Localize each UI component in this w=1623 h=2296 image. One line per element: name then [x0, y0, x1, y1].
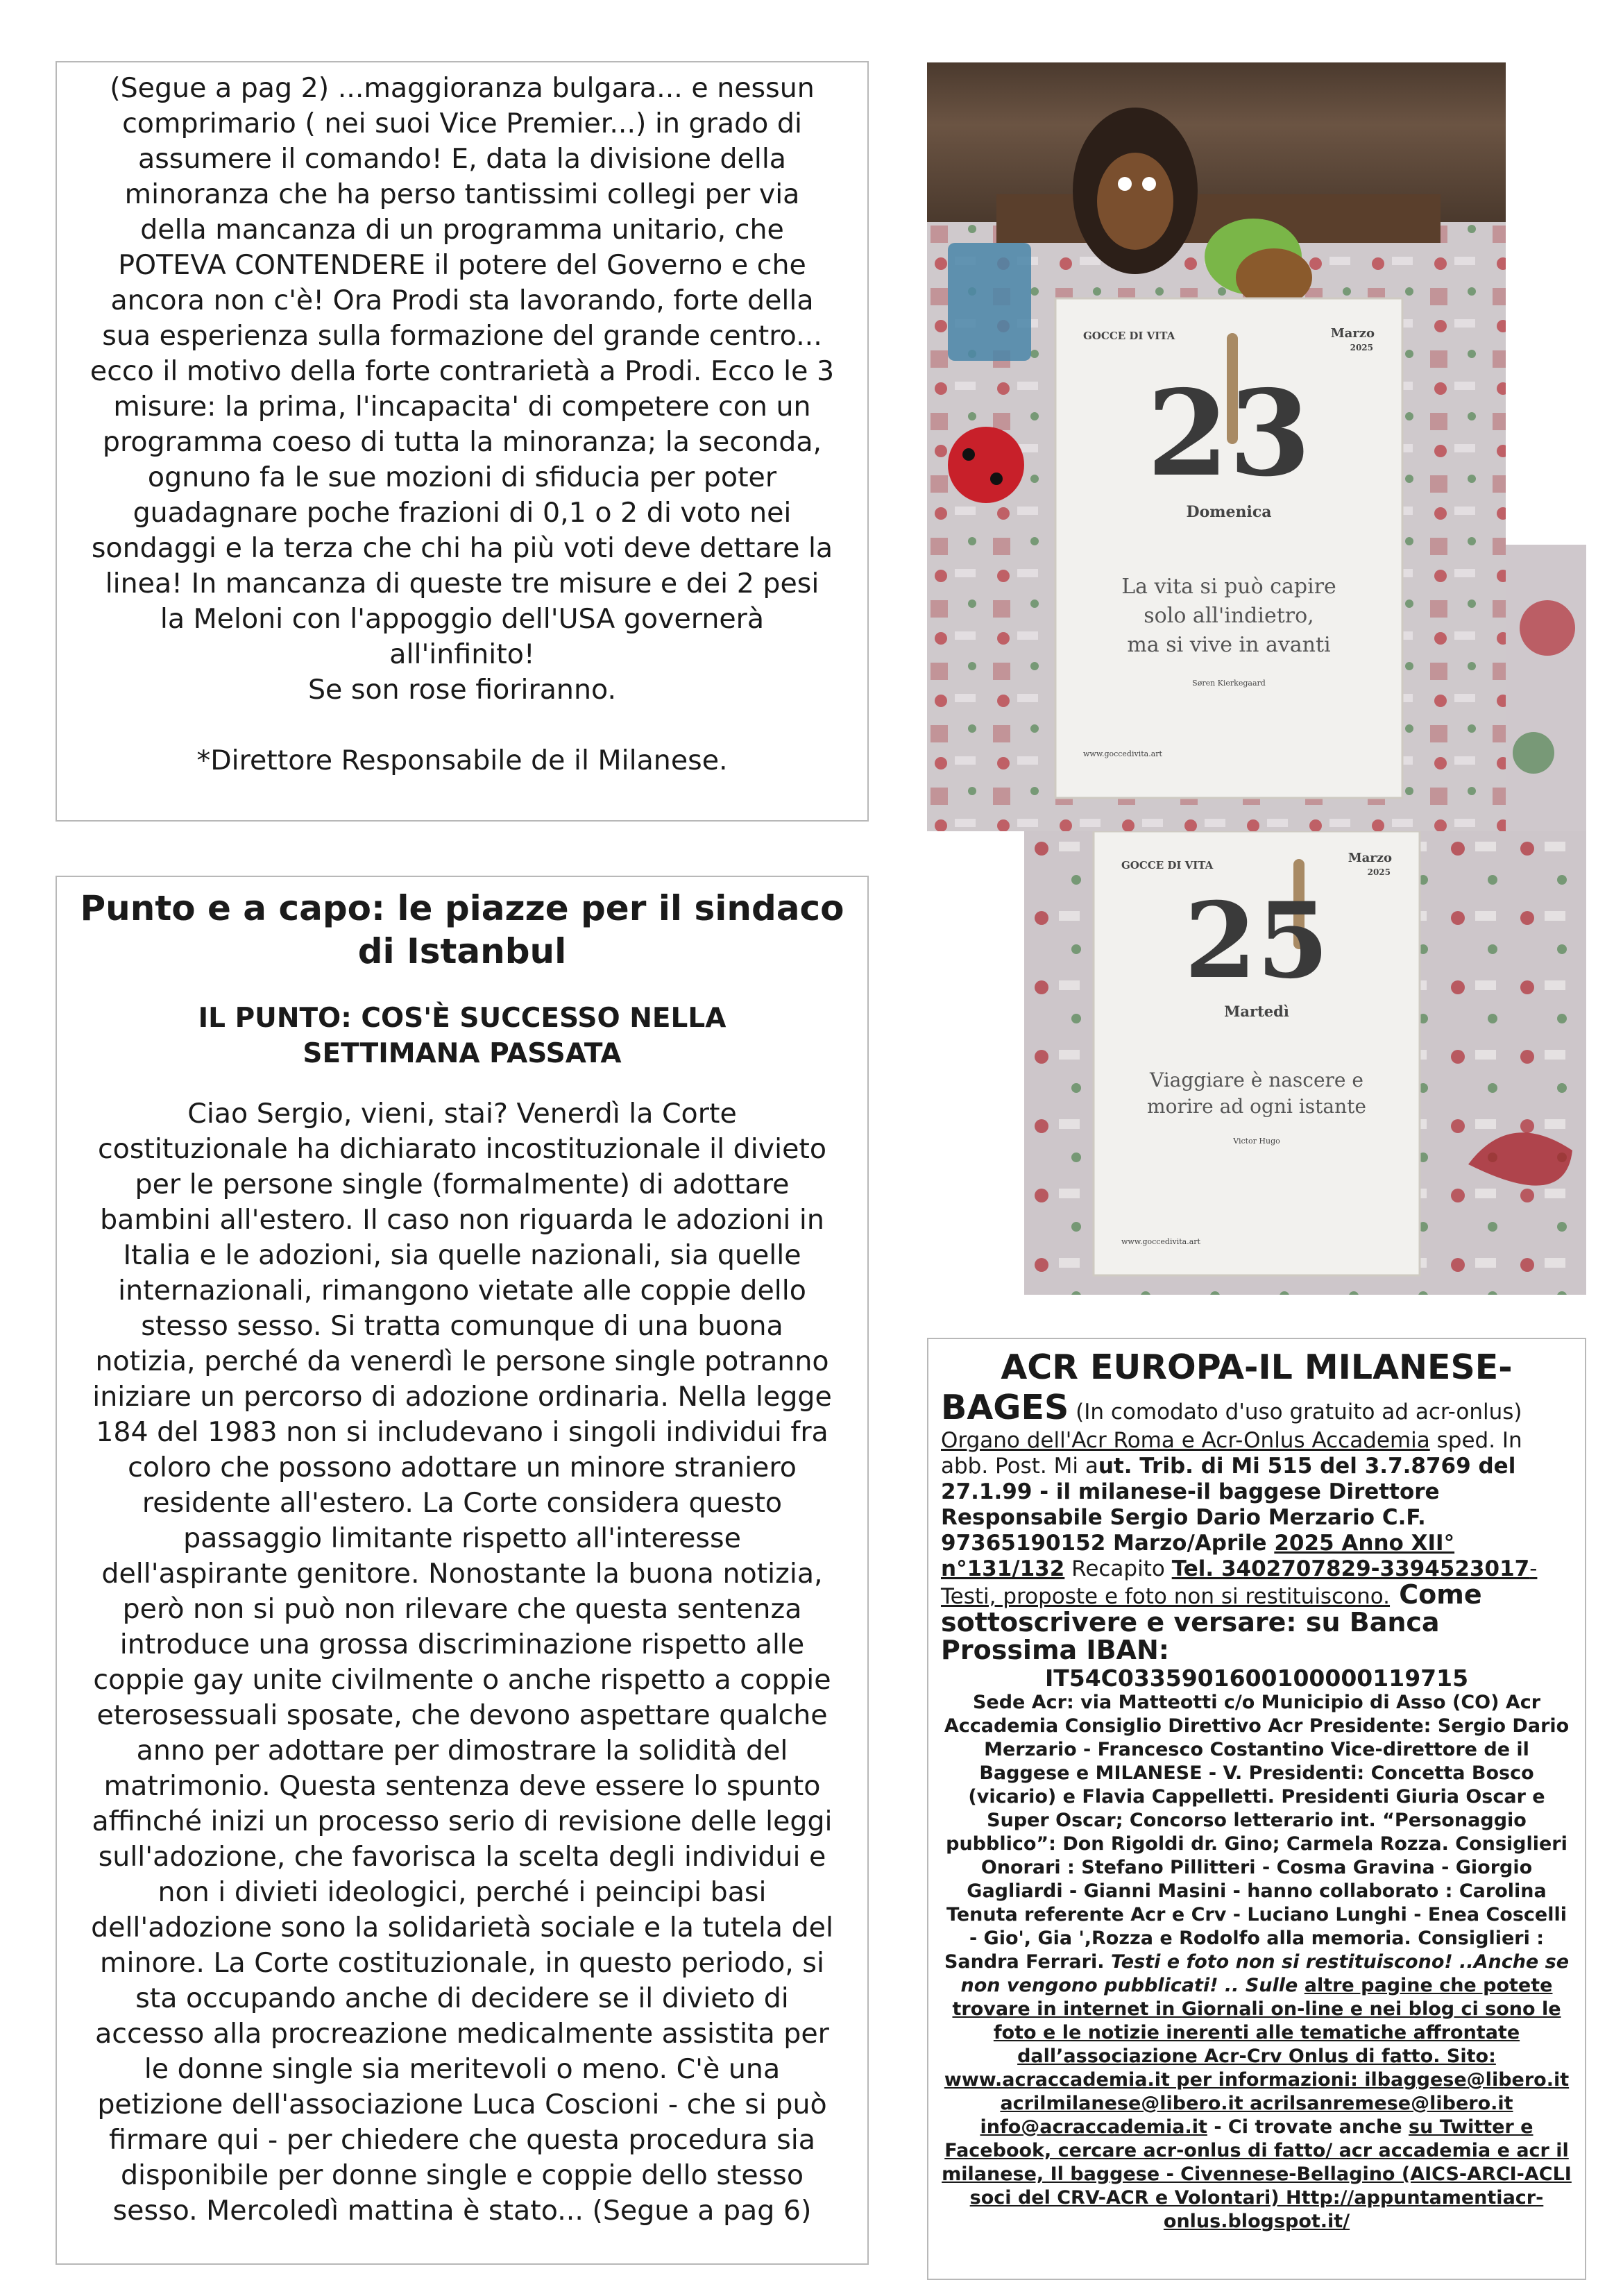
calendar-1-text: [1055, 298, 1402, 798]
acr-anno: 2025 Anno XII° n°131/132: [941, 1531, 1455, 1581]
mid-article-line: sesso. Mercoledì mattina è stato... (Segue a pag 6): [112, 2195, 812, 2227]
calendar-2-brand: GOCCE DI VITA: [1121, 859, 1214, 871]
acr-italic-note: Testi e foto non si restituiscono! ..Anche se non vengono pubblicati! .. Sulle: [960, 1951, 1570, 1996]
top-article-line: linea! In mancanza di queste tre misure e dei 2 pesi: [105, 568, 819, 599]
acr-iban: IT54C0335901600100000119715: [1044, 1665, 1469, 1692]
acr-masthead-box: [927, 1338, 1586, 2280]
mid-article-line: iniziare un percorso di adozione ordinaria. Nella legge: [92, 1381, 832, 1413]
title-line-2: di Istanbul: [357, 931, 567, 971]
mid-article-line: coloro che possono adottare un minore straniero: [128, 1452, 797, 1483]
top-article-line: ecco il motivo della forte contrarietà a Prodi. Ecco le 3: [90, 355, 835, 387]
calendar-2-month: Marzo: [1348, 851, 1392, 865]
mid-article-line: introduce una grossa discriminazione rispetto alle: [119, 1629, 805, 1660]
top-article-line: comprimario ( nei suoi Vice Premier...) in grado di: [122, 108, 802, 139]
calendar-1-month: Marzo: [1330, 326, 1375, 341]
calendar-1-brand: GOCCE DI VITA: [1083, 330, 1175, 342]
top-article-line: la Meloni con l'appoggio dell'USA governerà: [160, 603, 765, 635]
acr-organo-tail: sped. In abb. Post. Mi a: [941, 1428, 1522, 1479]
top-article-signature: *Direttore Responsabile de il Milanese.: [196, 745, 728, 776]
top-article-line: (Segue a pag 2) ...maggioranza bulgara... e nessun: [110, 72, 815, 104]
edge-strip-image: [1506, 545, 1586, 831]
calendar-1-day: 23: [1146, 364, 1311, 503]
calendar-2-year: 2025: [1367, 867, 1391, 877]
acr-registration: ut. Trib. di Mi 515 del 3.7.8769 del 27.1.99 - il milanese-il baggese Direttore Responsabile Sergio Dario Merzario C.F. 97365190152 Marzo/Aprile: [941, 1454, 1516, 1556]
mid-article-line: passaggio limitante rispetto all'interesse: [183, 1522, 741, 1554]
acr-come-sottoscrivere: Come sottoscrivere e versare: su Banca Prossima IBAN:: [941, 1579, 1482, 1665]
mid-article-line: coppie gay unite civilmente o anche rispetto a coppie: [93, 1664, 831, 1696]
mid-article-subtitle: [67, 1001, 858, 1071]
mid-article-box: [56, 876, 869, 2265]
calendar-2-day: 25: [1184, 880, 1329, 1002]
calendar-photo-2: [1024, 831, 1586, 1295]
quote-line-1: La vita si può capire: [1121, 575, 1336, 599]
top-article-line: Se son rose fioriranno.: [307, 674, 617, 706]
mid-article-body: [67, 1096, 858, 2229]
acr-tail-plain: - Ci trovate anche: [1207, 2116, 1409, 2138]
mid-article-line: minore. La Corte costituzionale, in questo periodo, si: [100, 1947, 824, 1979]
calendar-1-quote: [1055, 572, 1402, 660]
top-article-line: POTEVA CONTENDERE il potere del Governo e che: [118, 249, 806, 281]
subtitle-line-1: IL PUNTO: COS'È SUCCESSO NELLA: [198, 1003, 726, 1034]
mid-article-line: residente all'estero. La Corte considera questo: [142, 1487, 783, 1519]
mid-article-line: sull'adozione, che favorisca la scelta degli individui e: [98, 1841, 826, 1873]
top-article-line: minoranza che ha perso tantissimi collegi per via: [124, 178, 800, 210]
mid-article-line: internazionali, rimangono vietate alle coppie dello: [118, 1275, 806, 1307]
mid-article-line: disponibile per donne single e coppie dello stesso: [120, 2159, 804, 2191]
mid-article-line: però non si può non rilevare che questa sentenza: [122, 1593, 802, 1625]
top-article-line: guadagnare poche frazioni di 0,1 o 2 di voto nei: [133, 497, 792, 529]
top-article-line: della mancanza di un programma unitario, che: [140, 214, 784, 246]
subtitle-line-2: SETTIMANA PASSATA: [303, 1038, 622, 1069]
acr-organo[interactable]: Organo dell'Acr Roma e Acr-Onlus Accademia: [941, 1428, 1430, 1453]
title-line-1: Punto e a capo: le piazze per il sindaco: [80, 888, 844, 928]
top-article-line: ancora non c'è! Ora Prodi sta lavorando, forte della: [110, 284, 814, 316]
quote-line-1: Viaggiare è nascere e: [1150, 1069, 1363, 1091]
calendar-2-weekday: Martedì: [1224, 1003, 1289, 1020]
acr-sede: Sede Acr: via Matteotti c/o Municipio di Asso (CO) Acr Accademia Consiglio Direttivo Acr Presidente: Sergio Dario Merzario - Francesco Costantino Vice-direttore de il Baggese e MILANESE - V. Presidenti: Concetta Bosco (vicario) e Flavia Cappelletti. Presidenti Giuria Oscar e Super Oscar; Concorso letterario int. “Personaggio pubblico”: Don Rigoldi dr. Gino; Carmela Rozza. Consiglieri Onorari : Stefano Pillitteri - Cosma Gravina - Giorgio Gagliardi - Gianni Masini - hanno collaborato : Carolina Tenuta referente Acr e Crv - Luciano Lunghi - Enea Coscelli - Gio', Gia ',Rozza e Rodolfo alla memoria. Consiglieri : Sandra Ferrari.: [944, 1692, 1570, 1973]
calendar-1-author: Søren Kierkegaard: [1192, 679, 1266, 688]
calendar-1-weekday: Domenica: [1186, 503, 1272, 521]
mid-article-line: stesso sesso. Si tratta comunque di una buona: [141, 1310, 783, 1342]
acr-telephone[interactable]: Tel. 3402707829-3394523017: [1171, 1556, 1530, 1581]
mid-article-title: [67, 887, 858, 973]
top-article-line: sondaggi e la terza che chi ha più voti deve dettare la: [91, 532, 833, 564]
pen-holder: [948, 243, 1031, 361]
mid-article-line: dell'aspirante genitore. Nonostante la buona notizia,: [101, 1558, 823, 1590]
top-article-line: sua esperienza sulla formazione del grande centro...: [102, 320, 822, 352]
top-article-line: all'infinito!: [389, 638, 535, 670]
calendar-1-website: www.goccedivita.art: [1083, 749, 1162, 758]
mid-article-line: petizione dell'associazione Luca Coscioni - che si può: [97, 2089, 827, 2120]
mid-article-line: le donne single sia meritevoli o meno. C'è una: [144, 2053, 781, 2085]
mid-article-line: anno per adottare per dimostrare la solidità del: [136, 1735, 788, 1767]
top-article-body: [67, 71, 858, 708]
acr-masthead-text: [941, 1388, 1572, 1665]
calendar-2-quote: [1094, 1067, 1420, 1120]
mid-article-line: eterosessuali sposate, che devono aspettare qualche: [96, 1699, 828, 1731]
mid-article-line: Ciao Sergio, vieni, stai? Venerdì la Corte: [187, 1098, 737, 1130]
photo-edge-strip: [1506, 545, 1586, 831]
acr-title-line-2: BAGES: [941, 1388, 1069, 1427]
mid-article-line: Italia e le adozioni, sia quelle nazionali, sia quelle: [123, 1239, 801, 1271]
mid-article-line: affinché inizi un processo serio di revisione delle leggi: [92, 1805, 833, 1837]
quote-line-3: ma si vive in avanti: [1127, 633, 1331, 657]
top-article-line: ognuno fa le sue mozioni di sfiducia per poter: [147, 461, 777, 493]
mid-article-line: costituzionale ha dichiarato incostituzionale il divieto: [97, 1133, 827, 1165]
acr-details: [941, 1691, 1572, 2234]
calendar-2-website: www.goccedivita.art: [1121, 1237, 1200, 1246]
acr-title-note: (In comodato d'uso gratuito ad acr-onlus): [1069, 1400, 1522, 1425]
mid-article-line: dell'adozione sono la solidarietà sociale e la tutela del: [91, 1912, 833, 1944]
top-article-line: misure: la prima, l'incapacita' di competere con un: [113, 391, 811, 423]
calendar-1-year: 2025: [1350, 343, 1373, 352]
mid-article-line: bambini all'estero. Il caso non riguarda le adozioni in: [100, 1204, 824, 1236]
ladybug-ornament: [948, 427, 1024, 503]
calendar-2-text: [1094, 831, 1420, 1275]
acr-title-line-1: ACR EUROPA-IL MILANESE-: [1001, 1347, 1513, 1387]
acr-social-links[interactable]: su Twitter e Facebook, cercare acr-onlus di fatto/ acr accademia e acr il milanese, Il baggese - Civennese-Bellagino (AICS-ARCI-ACLI soci del CRV-ACR e Volontari) Http://appuntamentiacr-onlus.blogspot.it/: [942, 2116, 1572, 2232]
acr-recapito-label: Recapito: [1064, 1556, 1172, 1581]
mid-article-line: sta occupando anche di decidere se il divieto di: [135, 1982, 789, 2014]
acr-links-block[interactable]: altre pagine che potete trovare in internet in Giornali on-line e nei blog ci sono le foto e le notizie inerenti alle tematiche affrontate dall’associazione Acr-Crv Onlus di fatto. Sito: www.acraccademia.it per informazioni: ilbaggese@libero.it acrilmilanese@libero.it acrilsanremese@libero.it info@acraccademia.it: [944, 1975, 1570, 2138]
acr-testi-note: - Testi, proposte e foto non si restituiscono.: [941, 1556, 1538, 1609]
calendar-2-author: Victor Hugo: [1233, 1137, 1280, 1146]
quote-line-2: solo all'indietro,: [1144, 604, 1314, 628]
calendar-photo-1: [927, 62, 1506, 831]
mid-article-line: firmare qui - per chiedere che questa procedura sia: [109, 2124, 815, 2156]
top-article-line: assumere il comando! E, data la divisione della: [137, 143, 787, 175]
mid-article-line: matrimonio. Questa sentenza deve essere lo spunto: [103, 1770, 821, 1802]
mid-article-line: 184 del 1983 non si includevano i singoli individui fra: [96, 1416, 829, 1448]
top-article-box: [56, 61, 869, 822]
mid-article-line: notizia, perché da venerdì le persone single potranno: [95, 1345, 829, 1377]
quote-line-2: morire ad ogni istante: [1147, 1095, 1366, 1118]
mid-article-line: per le persone single (formalmente) di adottare: [135, 1168, 790, 1200]
top-article-line: programma coeso di tutta la minoranza; la seconda,: [102, 426, 822, 458]
mid-article-line: non i divieti ideologici, perché i peincipi basi: [158, 1876, 767, 1908]
mid-article-line: accesso alla procreazione medicalmente assistita per: [95, 2018, 829, 2050]
